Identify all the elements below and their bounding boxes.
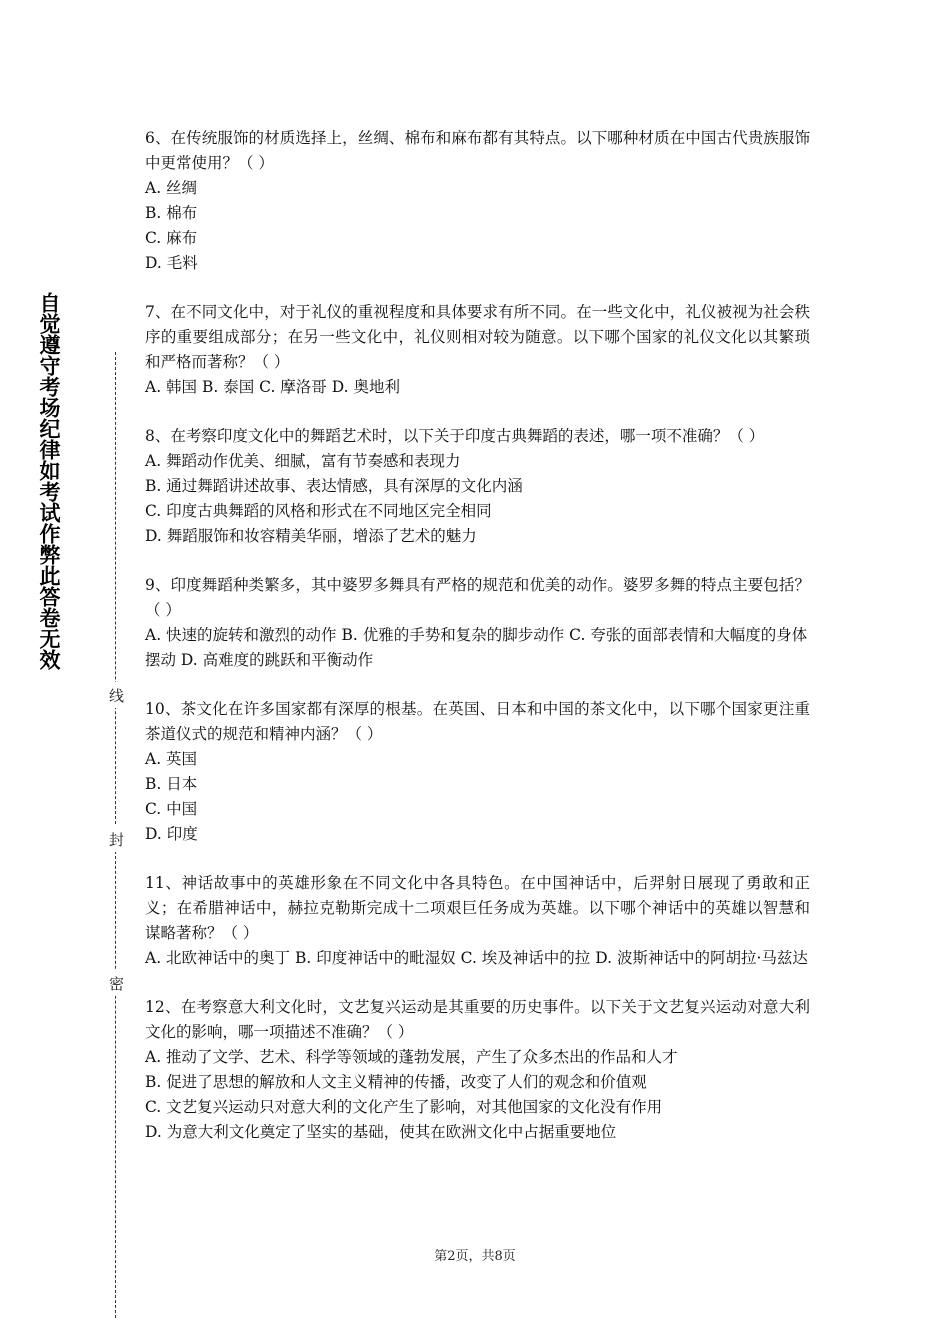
question-12 — [145, 995, 810, 1145]
option-b: B. 促进了思想的解放和人文主义精神的传播，改变了人们的观念和价值观 — [145, 1073, 647, 1091]
options-inline: A. 韩国 B. 泰国 C. 摩洛哥 D. 奥地利 — [145, 378, 400, 396]
question-10 — [145, 697, 810, 847]
option-b: B. 棉布 — [145, 204, 198, 222]
question-9 — [145, 573, 810, 673]
options-inline: A. 快速的旋转和激烈的动作 B. 优雅的手势和复杂的脚步动作 C. 夸张的面部表情和大幅度的身体摆动 D. 高难度的跳跃和平衡动作 — [145, 626, 808, 669]
options-inline: A. 北欧神话中的奥丁 B. 印度神话中的毗湿奴 C. 埃及神话中的拉 D. 波斯神话中的阿胡拉·马兹达 — [145, 949, 808, 967]
option-d: D. 舞蹈服饰和妆容精美华丽，增添了艺术的魅力 — [145, 527, 477, 545]
option-c: C. 印度古典舞蹈的风格和形式在不同地区完全相同 — [145, 502, 492, 520]
option-b: B. 日本 — [145, 775, 198, 793]
option-d: D. 印度 — [145, 825, 198, 843]
option-d: D. 为意大利文化奠定了坚实的基础，使其在欧洲文化中占据重要地位 — [145, 1123, 617, 1141]
question-stem: 9、印度舞蹈种类繁多，其中婆罗多舞具有严格的规范和优美的动作。婆罗多舞的特点主要包括？（ ） — [145, 576, 810, 619]
exam-discipline-notice: 自觉遵守考场纪律如考试作弊此答卷无效 — [37, 292, 61, 670]
question-stem: 11、神话故事中的英雄形象在不同文化中各具特色。在中国神话中，后羿射日展现了勇敢和正义；在希腊神话中，赫拉克勒斯完成十二项艰巨任务成为英雄。以下哪个神话中的英雄以智慧和谋略著称？（ ） — [145, 874, 810, 942]
page-number: 第2页，共8页 — [434, 1249, 516, 1264]
question-stem: 12、在考察意大利文化时，文艺复兴运动是其重要的历史事件。以下关于文艺复兴运动对意大利文化的影响，哪一项描述不准确？（ ） — [145, 998, 810, 1041]
question-7 — [145, 300, 810, 400]
option-a: A. 丝绸 — [145, 179, 198, 197]
question-list — [145, 126, 810, 1169]
question-8 — [145, 424, 810, 549]
option-b: B. 通过舞蹈讲述故事、表达情感，具有深厚的文化内涵 — [145, 477, 523, 495]
question-stem: 6、在传统服饰的材质选择上，丝绸、棉布和麻布都有其特点。以下哪种材质在中国古代贵族服饰中更常使用？（ ） — [145, 129, 810, 172]
option-c: C. 麻布 — [145, 229, 198, 247]
question-6 — [145, 126, 810, 276]
option-a: A. 舞蹈动作优美、细腻，富有节奏感和表现力 — [145, 452, 461, 470]
binding-label-line: 线 — [106, 682, 126, 708]
question-stem: 7、在不同文化中，对于礼仪的重视程度和具体要求有所不同。在一些文化中，礼仪被视为社会秩序的重要组成部分；在另一些文化中，礼仪则相对较为随意。以下哪个国家的礼仪文化以其繁琐和严格而著称？（ ） — [145, 303, 810, 371]
option-c: C. 中国 — [145, 800, 198, 818]
option-a: A. 英国 — [145, 750, 198, 768]
option-c: C. 文艺复兴运动只对意大利的文化产生了影响，对其他国家的文化没有作用 — [145, 1098, 663, 1116]
binding-label-seal: 封 — [106, 826, 126, 852]
question-stem: 10、茶文化在许多国家都有深厚的根基。在英国、日本和中国的茶文化中，以下哪个国家更注重茶道仪式的规范和精神内涵？（ ） — [145, 700, 810, 743]
question-stem: 8、在考察印度文化中的舞蹈艺术时，以下关于印度古典舞蹈的表述，哪一项不准确？（ ） — [145, 427, 765, 445]
binding-label-secret: 密 — [106, 970, 126, 996]
option-d: D. 毛料 — [145, 254, 198, 272]
question-11 — [145, 871, 810, 971]
option-a: A. 推动了文学、艺术、科学等领域的蓬勃发展，产生了众多杰出的作品和人才 — [145, 1048, 678, 1066]
